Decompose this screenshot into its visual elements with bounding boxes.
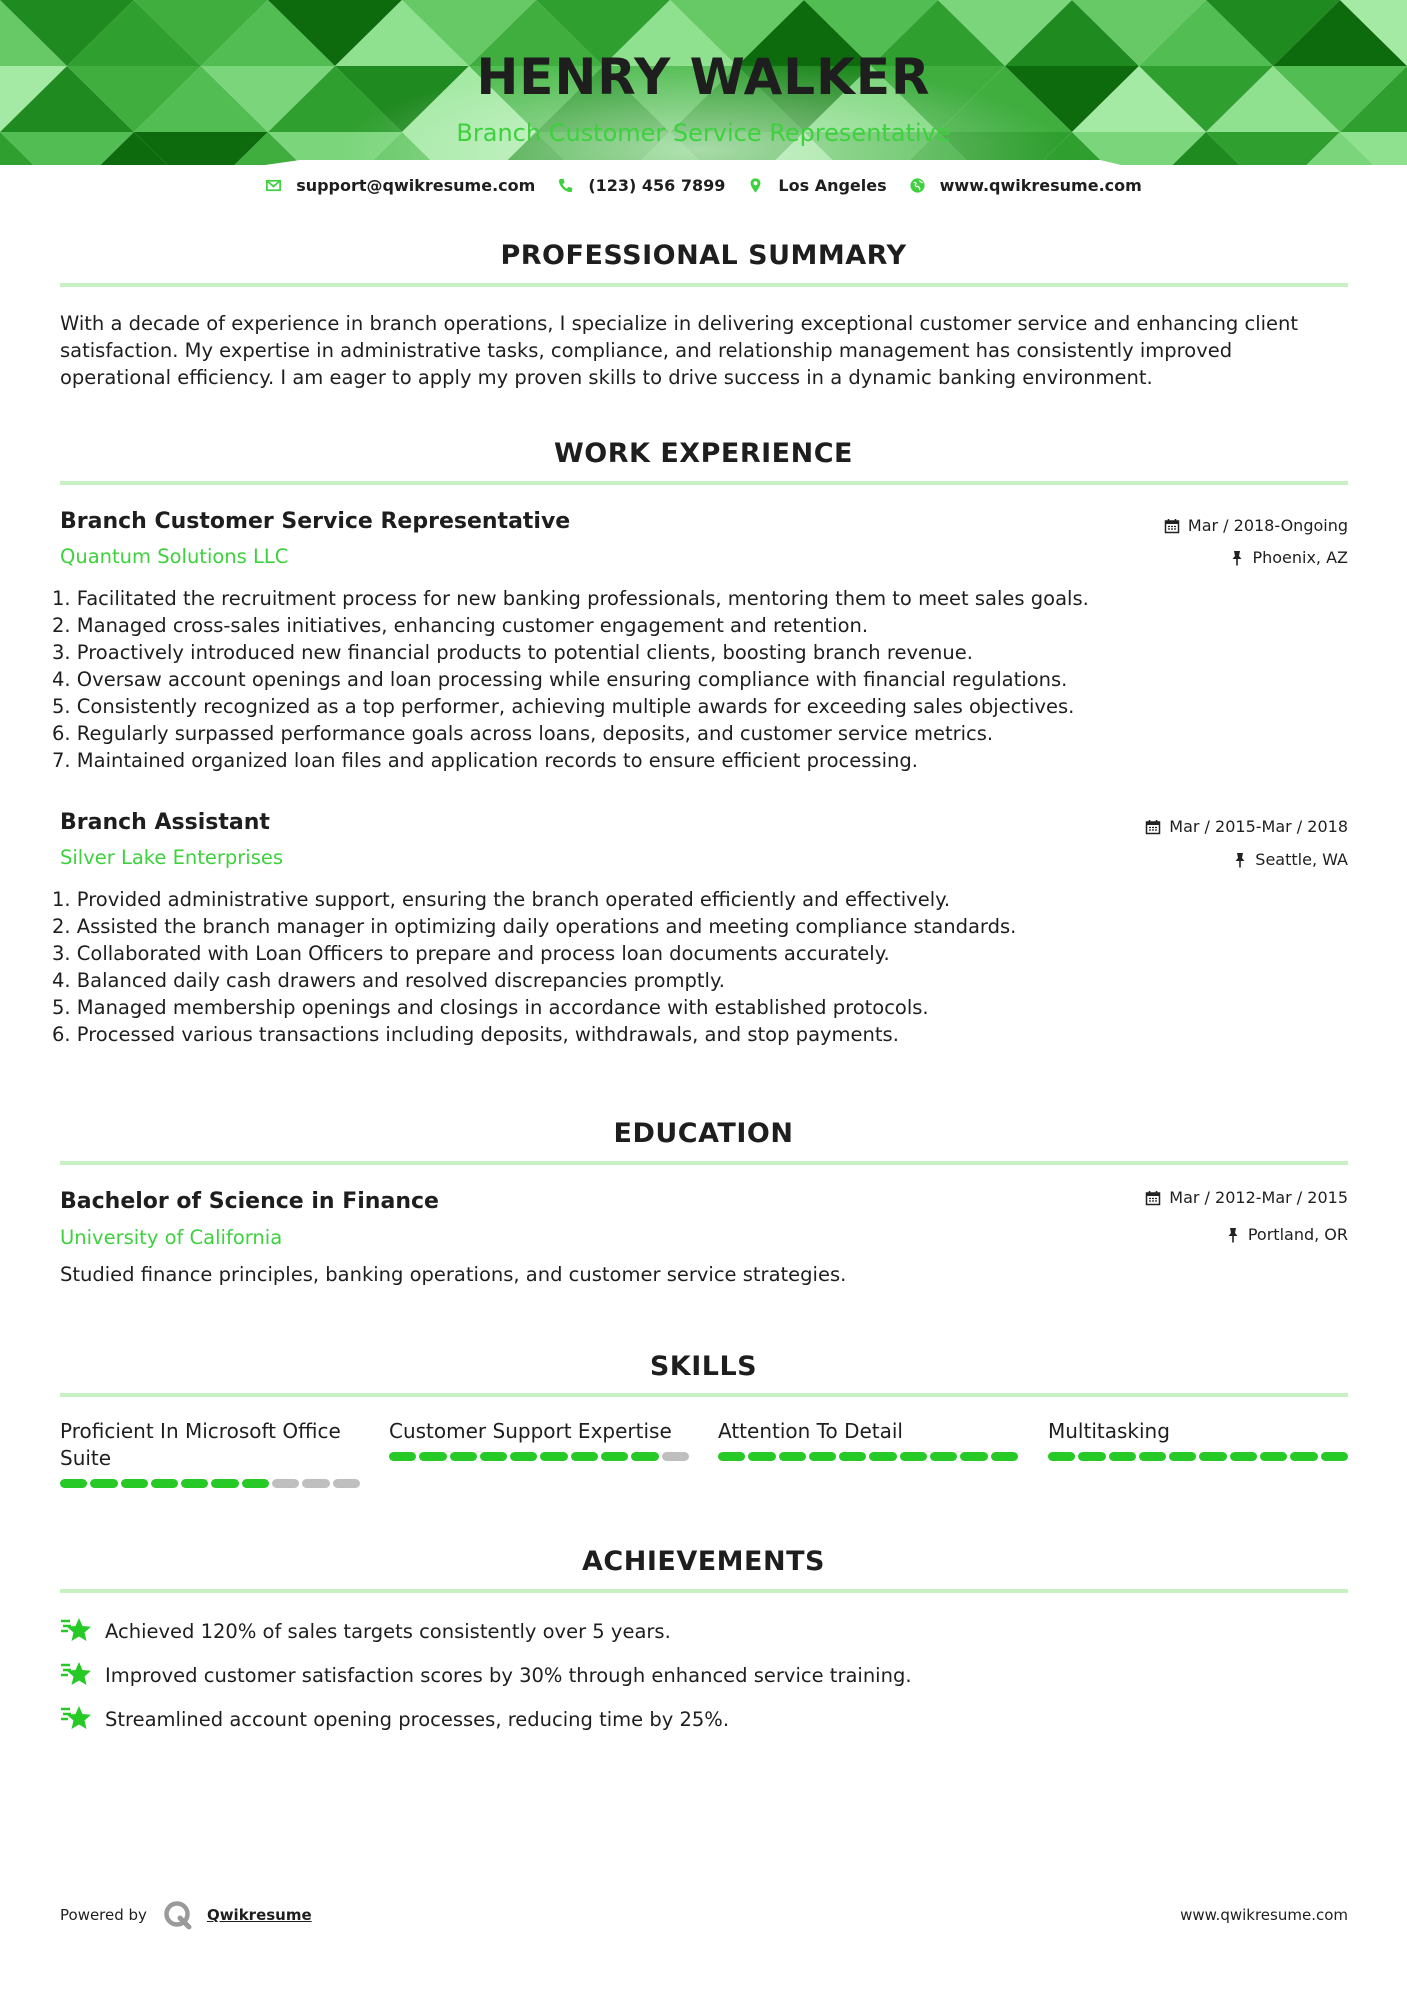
education-description: Studied finance principles, banking operations, and customer service strategies. xyxy=(60,1263,847,1286)
map-pin-icon xyxy=(747,177,764,194)
skill-segment-filled xyxy=(211,1479,238,1488)
skill-name: Attention To Detail xyxy=(718,1419,903,1443)
job-location xyxy=(1230,550,1348,566)
skill-segment-filled xyxy=(510,1452,537,1461)
skill-segment-filled xyxy=(1109,1452,1136,1461)
contact-bar xyxy=(0,173,1407,197)
summary-text xyxy=(60,310,1350,391)
achievements-heading: ACHIEVEMENTS xyxy=(582,1546,825,1577)
skill-segment-filled xyxy=(571,1452,598,1461)
job-dates-text: Mar / 2015-Mar / 2018 xyxy=(1169,817,1348,836)
powered-by-label: Powered by xyxy=(60,1906,147,1924)
skill-segment-empty xyxy=(662,1452,689,1461)
achievements-divider xyxy=(60,1589,1348,1593)
achievement-item xyxy=(60,1660,912,1690)
contact-email[interactable] xyxy=(265,176,535,195)
list-item: 1. Facilitated the recruitment process for new banking professionals, mentoring them to meet sales goals. xyxy=(52,587,1089,610)
skills-heading: SKILLS xyxy=(649,1351,758,1382)
education-location xyxy=(1226,1227,1348,1243)
list-item: 6. Processed various transactions including deposits, withdrawals, and stop payments. xyxy=(52,1023,899,1046)
summary-line: With a decade of experience in branch operations, I specialize in delivering exceptional customer service and enhancing client xyxy=(60,312,1299,335)
achievement-item xyxy=(60,1704,729,1734)
skill-segment-filled xyxy=(242,1479,269,1488)
work-heading: WORK EXPERIENCE xyxy=(554,438,853,469)
skill-segment-filled xyxy=(151,1479,178,1488)
footer-website-link[interactable]: www.qwikresume.com xyxy=(1180,1906,1348,1924)
school-name: University of California xyxy=(60,1226,283,1249)
qwikresume-logo-icon xyxy=(163,1900,193,1930)
skill-segment-filled xyxy=(930,1452,957,1461)
skill-segment-filled xyxy=(480,1452,507,1461)
skill-segment-filled xyxy=(60,1479,87,1488)
candidate-title: Branch Customer Service Representative xyxy=(456,119,951,147)
skill-segment-filled xyxy=(779,1452,806,1461)
list-item: 7. Maintained organized loan files and application records to ensure efficient processing. xyxy=(52,749,918,772)
contact-location-text: Los Angeles xyxy=(778,175,887,195)
pushpin-icon xyxy=(1226,1227,1240,1243)
skill-meter xyxy=(718,1452,1018,1461)
job-dates xyxy=(1145,819,1348,835)
skill-name: Multitasking xyxy=(1048,1419,1170,1443)
calendar-icon xyxy=(1164,518,1180,534)
education-location-text: Portland, OR xyxy=(1247,1225,1348,1244)
pushpin-icon xyxy=(1230,550,1244,566)
skill-item xyxy=(718,1418,1018,1461)
education-dates-text: Mar / 2012-Mar / 2015 xyxy=(1169,1188,1348,1207)
globe-icon xyxy=(909,177,926,194)
list-item: 2. Assisted the branch manager in optimizing daily operations and meeting compliance standards. xyxy=(52,915,1017,938)
skill-segment-filled xyxy=(631,1452,658,1461)
skill-item xyxy=(60,1418,360,1488)
achievement-text: Improved customer satisfaction scores by 30% through enhanced service training. xyxy=(105,1663,912,1687)
skill-segment-empty xyxy=(302,1479,329,1488)
list-item: 4. Oversaw account openings and loan processing while ensuring compliance with financial regulations. xyxy=(52,668,1068,691)
skill-segment-filled xyxy=(1169,1452,1196,1461)
job-dates xyxy=(1164,518,1348,534)
list-item: 2. Managed cross-sales initiatives, enhancing customer engagement and retention. xyxy=(52,614,869,637)
skill-segment-filled xyxy=(540,1452,567,1461)
skill-segment-filled xyxy=(809,1452,836,1461)
candidate-name: HENRY WALKER xyxy=(476,48,931,106)
skill-segment-filled xyxy=(450,1452,477,1461)
education-heading: EDUCATION xyxy=(613,1118,794,1149)
skill-segment-filled xyxy=(900,1452,927,1461)
envelope-icon xyxy=(265,177,282,194)
list-item: 5. Consistently recognized as a top performer, achieving multiple awards for exceeding sales objectives. xyxy=(52,695,1075,718)
skill-meter xyxy=(1048,1452,1348,1461)
calendar-icon xyxy=(1145,819,1161,835)
skill-segment-filled xyxy=(1230,1452,1257,1461)
contact-email-text: support@qwikresume.com xyxy=(296,175,536,195)
summary-line: operational efficiency. I am eager to apply my proven skills to drive success in a dynamic banking environment. xyxy=(60,366,1153,389)
summary-line: satisfaction. My expertise in administrative tasks, compliance, and relationship management has consistently improved xyxy=(60,339,1233,362)
summary-heading: PROFESSIONAL SUMMARY xyxy=(500,240,907,271)
job-title: Branch Customer Service Representative xyxy=(60,509,571,534)
list-item: 3. Collaborated with Loan Officers to prepare and process loan documents accurately. xyxy=(52,942,890,965)
star-achievement-icon xyxy=(60,1616,93,1646)
list-item: 1. Provided administrative support, ensuring the branch operated efficiently and effectively. xyxy=(52,888,951,911)
contact-website-text: www.qwikresume.com xyxy=(939,175,1142,195)
job-bullets xyxy=(52,585,1089,774)
qwikresume-link[interactable]: Qwikresume xyxy=(206,1906,312,1924)
skill-segment-filled xyxy=(748,1452,775,1461)
skill-name-line: Suite xyxy=(60,1446,112,1470)
job-location-text: Seattle, WA xyxy=(1255,850,1348,869)
skill-segment-filled xyxy=(869,1452,896,1461)
job-company: Silver Lake Enterprises xyxy=(60,846,284,869)
job-title: Branch Assistant xyxy=(60,810,270,835)
summary-divider xyxy=(60,283,1348,287)
contact-phone[interactable] xyxy=(557,176,725,195)
skill-segment-filled xyxy=(718,1452,745,1461)
star-achievement-icon xyxy=(60,1660,93,1690)
contact-phone-text: (123) 456 7899 xyxy=(588,175,726,195)
job-location xyxy=(1233,852,1348,868)
calendar-icon xyxy=(1145,1190,1161,1206)
pushpin-icon xyxy=(1233,852,1247,868)
list-item: 5. Managed membership openings and closings in accordance with established protocols. xyxy=(52,996,929,1019)
skill-segment-filled xyxy=(839,1452,866,1461)
skill-segment-filled xyxy=(90,1479,117,1488)
skill-item xyxy=(389,1418,689,1461)
skill-segment-filled xyxy=(1290,1452,1317,1461)
work-divider xyxy=(60,481,1348,485)
skill-segment-filled xyxy=(1139,1452,1166,1461)
achievement-text: Achieved 120% of sales targets consistently over 5 years. xyxy=(105,1619,671,1643)
contact-website[interactable] xyxy=(909,176,1142,195)
skill-segment-filled xyxy=(419,1452,446,1461)
contact-location xyxy=(747,176,886,195)
list-item: 4. Balanced daily cash drawers and resolved discrepancies promptly. xyxy=(52,969,725,992)
skill-segment-filled xyxy=(1260,1452,1287,1461)
list-item: 3. Proactively introduced new financial products to potential clients, boosting branch revenue. xyxy=(52,641,973,664)
phone-icon xyxy=(557,177,574,194)
job-location-text: Phoenix, AZ xyxy=(1252,548,1348,567)
skill-segment-filled xyxy=(601,1452,628,1461)
achievement-text: Streamlined account opening processes, reducing time by 25%. xyxy=(105,1707,730,1731)
skill-segment-empty xyxy=(333,1479,360,1488)
skill-name: Customer Support Expertise xyxy=(389,1419,672,1443)
footer-powered-by xyxy=(60,1900,312,1930)
skill-segment-filled xyxy=(1048,1452,1075,1461)
skill-segment-filled xyxy=(1321,1452,1348,1461)
list-item: 6. Regularly surpassed performance goals across loans, deposits, and customer service metrics. xyxy=(52,722,994,745)
degree-title: Bachelor of Science in Finance xyxy=(60,1189,439,1214)
skill-segment-filled xyxy=(960,1452,987,1461)
skill-segment-filled xyxy=(1199,1452,1226,1461)
skill-segment-filled xyxy=(181,1479,208,1488)
education-dates xyxy=(1145,1190,1348,1206)
job-company: Quantum Solutions LLC xyxy=(60,545,289,568)
skill-meter xyxy=(389,1452,689,1461)
skill-segment-filled xyxy=(1078,1452,1105,1461)
education-divider xyxy=(60,1161,1348,1165)
skill-meter xyxy=(60,1479,360,1488)
star-achievement-icon xyxy=(60,1704,93,1734)
skill-item xyxy=(1048,1418,1348,1461)
skill-segment-empty xyxy=(272,1479,299,1488)
skill-name-line: Proficient In Microsoft Office xyxy=(60,1419,341,1443)
skills-divider xyxy=(60,1393,1348,1397)
skill-segment-filled xyxy=(991,1452,1018,1461)
job-bullets xyxy=(52,886,1016,1048)
skill-segment-filled xyxy=(389,1452,416,1461)
job-dates-text: Mar / 2018-Ongoing xyxy=(1187,516,1348,535)
skill-segment-filled xyxy=(121,1479,148,1488)
skill-name xyxy=(60,1418,360,1472)
achievement-item xyxy=(60,1616,671,1646)
